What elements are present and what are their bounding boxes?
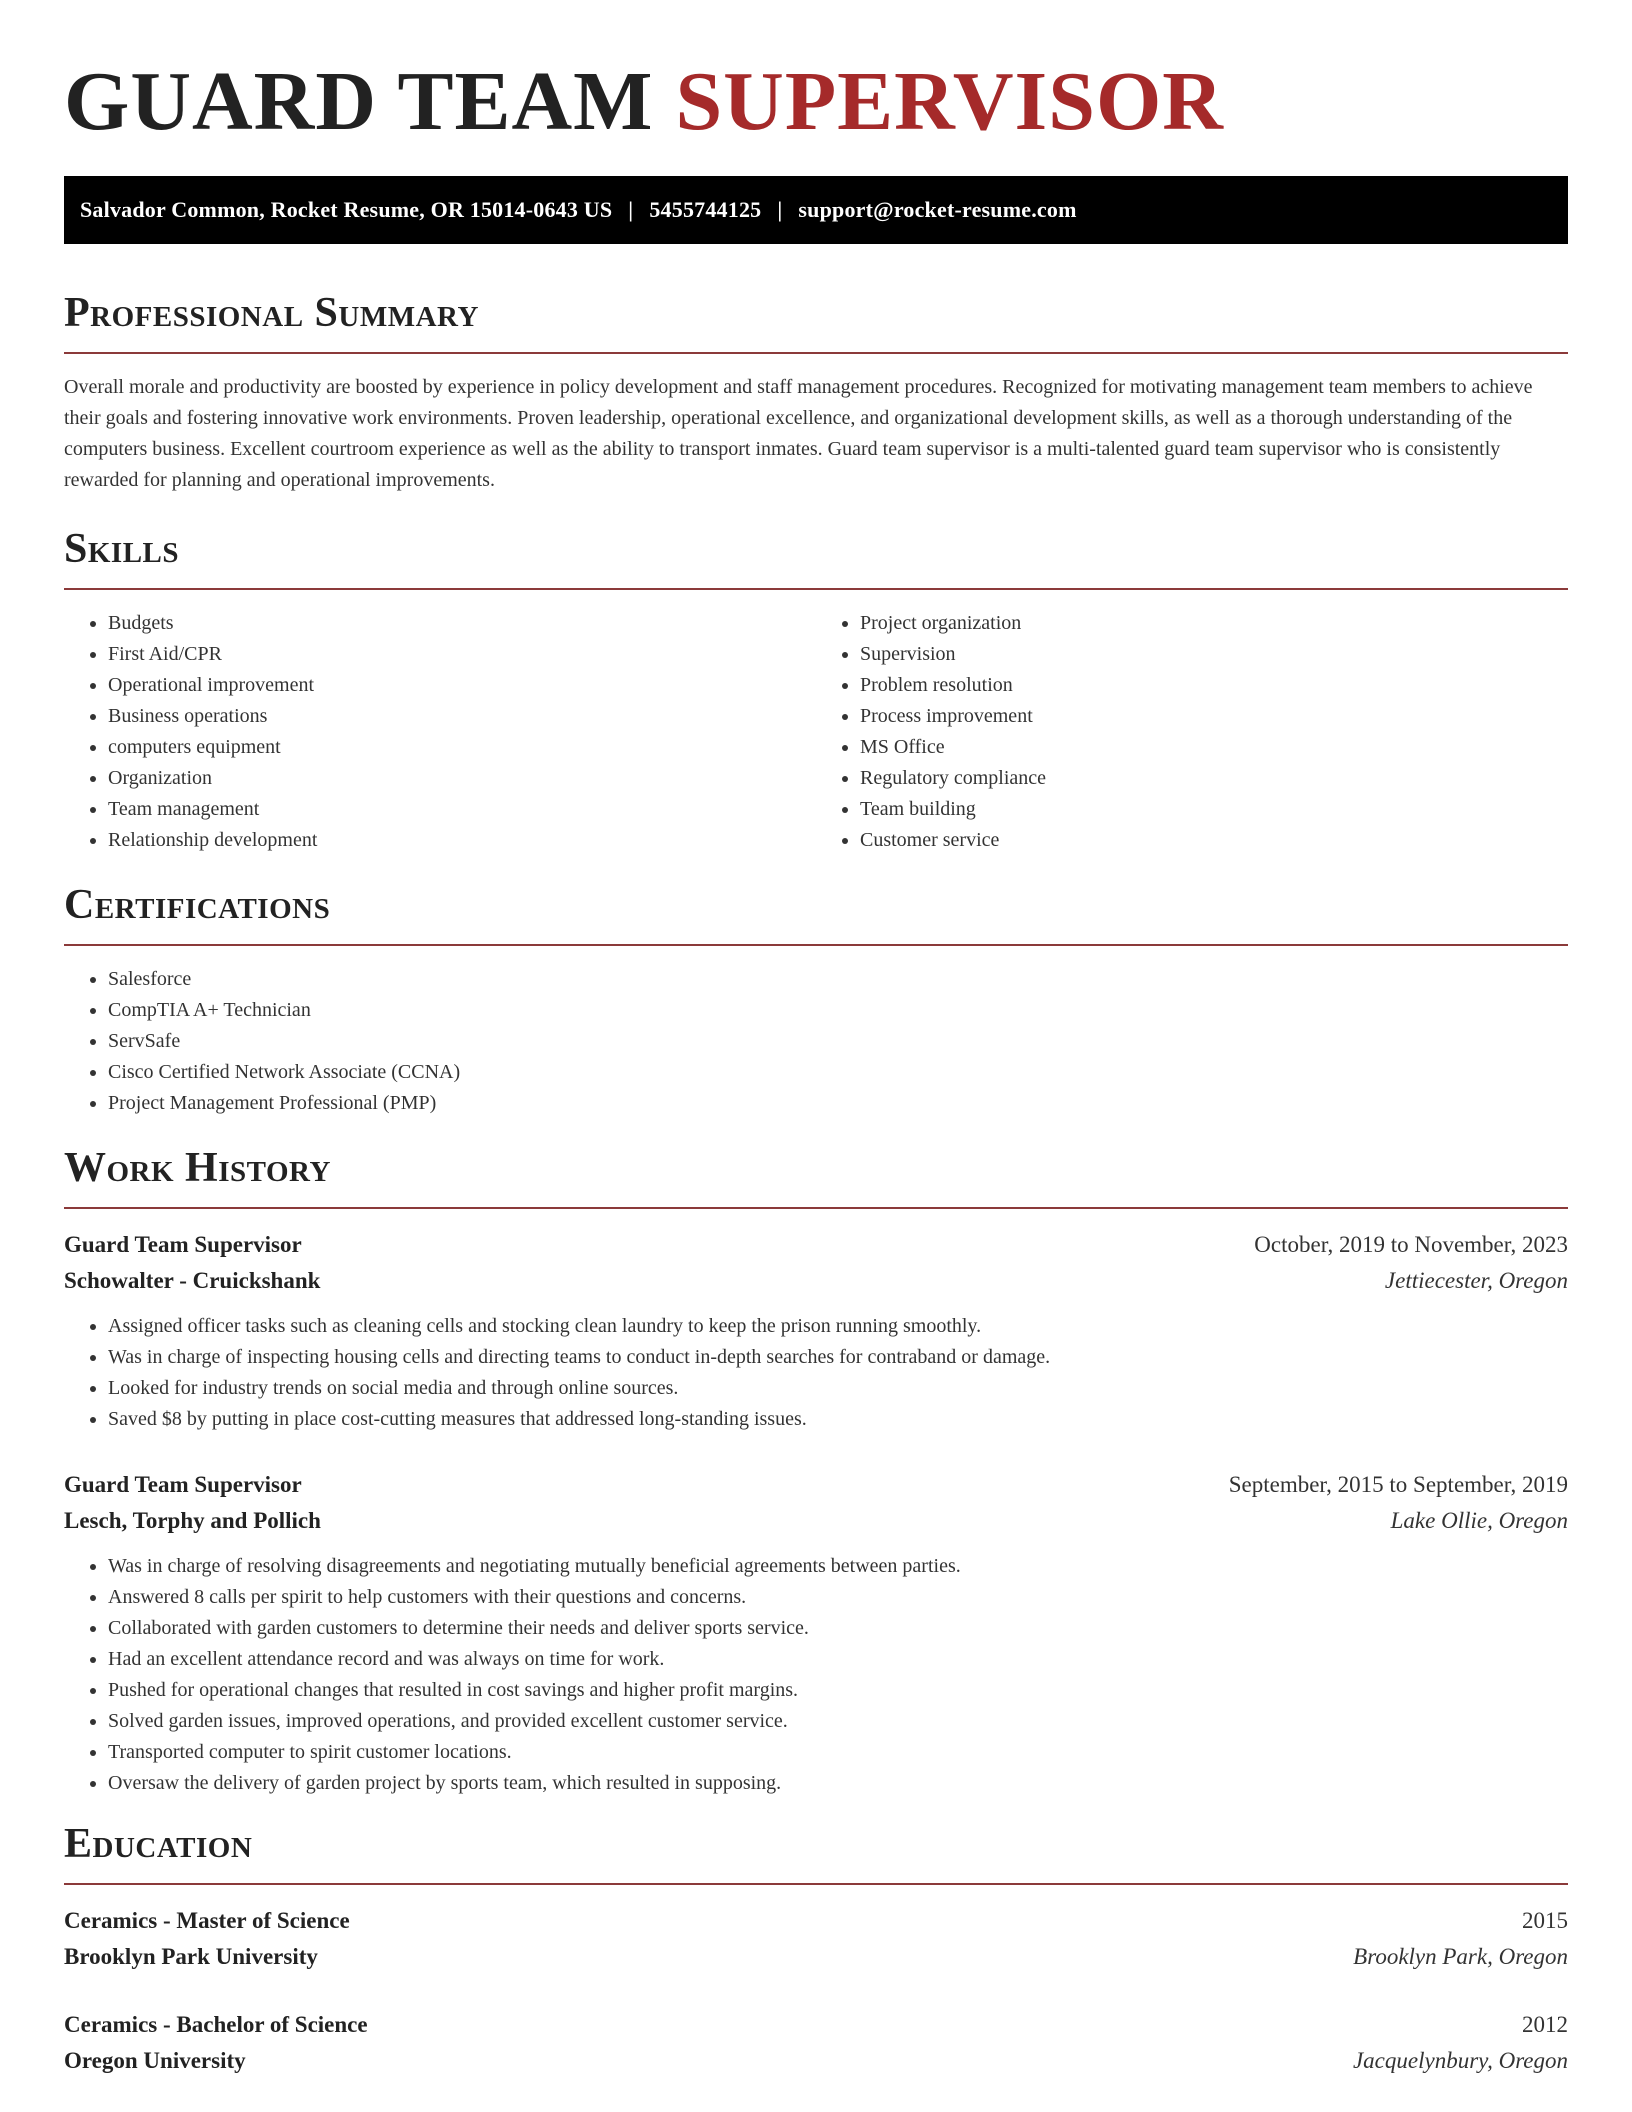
contact-separator: | [777, 197, 783, 222]
job-duty-item: • Solved garden issues, improved operations, and provided excellent customer service. [108, 1706, 1568, 1737]
education-entry [64, 1903, 1568, 1975]
skills-list-left [64, 608, 816, 856]
certification-item: • CompTIA A+ Technician [108, 995, 1568, 1026]
skill-item: • Project organization [860, 608, 1568, 639]
skill-item: • Team building [860, 794, 1568, 825]
job-title: Guard Team Supervisor [64, 1472, 302, 1497]
section-title-summary: Professional Summary [64, 290, 479, 336]
job-entry [64, 1467, 1568, 1799]
education-school-row [64, 2043, 1568, 2079]
work-history-section [64, 1143, 1568, 1799]
education-year: 2012 [1522, 2012, 1568, 2037]
job-duty-item: • Was in charge of inspecting housing cells and directing teams to conduct in-depth searches for contraband or damage. [108, 1342, 1568, 1373]
skill-item: • computers equipment [108, 732, 816, 763]
name-first: GUARD TEAM [64, 55, 654, 148]
certifications-list [64, 964, 1568, 1119]
summary-text: Overall morale and productivity are boosted by experience in policy development and staff management procedures. Recognized for motivating management team members to achieve their goals and fostering innovative work environments. Proven leadership, operational excellence, and organizational development skills, as well as a thorough understanding of the computers business. Excellent courtroom experience as well as the ability to transport inmates. Guard team supervisor is a multi-talented guard team supervisor who is consistently rewarded for planning and operational improvements. [64, 376, 1533, 491]
section-divider [64, 352, 1568, 354]
skill-item: • MS Office [860, 732, 1568, 763]
job-company-row [64, 1263, 1568, 1299]
skills-columns [64, 590, 1568, 856]
education-section [64, 1819, 1568, 2079]
job-location: Lake Ollie, Oregon [1390, 1508, 1568, 1533]
job-duty-item: • Had an excellent attendance record and was always on time for work. [108, 1644, 1568, 1675]
education-degree-row [64, 2007, 1568, 2043]
job-duty-item: • Pushed for operational changes that resulted in cost savings and higher profit margins. [108, 1675, 1568, 1706]
certification-item: • Salesforce [108, 964, 1568, 995]
section-title-work-history: Work History [64, 1145, 331, 1191]
job-duty-item: • Saved $8 by putting in place cost-cutting measures that addressed long-standing issues. [108, 1404, 1568, 1435]
education-location: Brooklyn Park, Oregon [1353, 1944, 1568, 1969]
education-degree-row [64, 1903, 1568, 1939]
skill-item: • Team management [108, 794, 816, 825]
skill-item: • Operational improvement [108, 670, 816, 701]
job-duty-item: • Was in charge of resolving disagreements and negotiating mutually beneficial agreements between parties. [108, 1551, 1568, 1582]
education-school-row [64, 1939, 1568, 1975]
job-duty-item: • Transported computer to spirit customer locations. [108, 1737, 1568, 1768]
job-duty-item: • Assigned officer tasks such as cleaning cells and stocking clean laundry to keep the prison running smoothly. [108, 1311, 1568, 1342]
section-title-education: Education [64, 1821, 253, 1867]
job-duties-list [64, 1551, 1568, 1799]
skill-item: • Supervision [860, 639, 1568, 670]
job-header-row [64, 1467, 1568, 1503]
job-company-row [64, 1503, 1568, 1539]
certifications-section [64, 880, 1568, 1119]
job-dates: September, 2015 to September, 2019 [1228, 1472, 1568, 1497]
certification-item: • Project Management Professional (PMP) [108, 1088, 1568, 1119]
skill-item: • Organization [108, 763, 816, 794]
job-company: Lesch, Torphy and Pollich [64, 1508, 321, 1533]
section-title-skills: Skills [64, 526, 180, 572]
resume-name [64, 52, 1568, 152]
job-duty-item: • Answered 8 calls per spirit to help customers with their questions and concerns. [108, 1582, 1568, 1613]
name-last: SUPERVISOR [675, 55, 1224, 148]
contact-bar [64, 176, 1568, 244]
job-title: Guard Team Supervisor [64, 1232, 302, 1257]
job-duty-item: • Collaborated with garden customers to determine their needs and deliver sports service. [108, 1613, 1568, 1644]
skill-item: • Regulatory compliance [860, 763, 1568, 794]
education-entry [64, 2007, 1568, 2079]
education-school: Brooklyn Park University [64, 1944, 318, 1969]
job-entry [64, 1227, 1568, 1435]
skill-item: • Business operations [108, 701, 816, 732]
job-duty-item: • Oversaw the delivery of garden project by sports team, which resulted in supposing. [108, 1768, 1568, 1799]
contact-separator: | [628, 197, 634, 222]
education-school: Oregon University [64, 2048, 246, 2073]
contact-phone: 5455744125 [649, 197, 762, 222]
section-divider [64, 1883, 1568, 1885]
section-title-certifications: Certifications [64, 882, 331, 928]
contact-address: Salvador Common, Rocket Resume, OR 15014-0643 US [80, 197, 613, 222]
skills-list-right [816, 608, 1568, 856]
skill-item: • Process improvement [860, 701, 1568, 732]
skill-item: • Relationship development [108, 825, 816, 856]
job-company: Schowalter - Cruickshank [64, 1268, 321, 1293]
section-divider [64, 944, 1568, 946]
contact-email[interactable]: support@rocket-resume.com [798, 197, 1077, 222]
job-header-row [64, 1227, 1568, 1263]
skill-item: • Problem resolution [860, 670, 1568, 701]
job-location: Jettiecester, Oregon [1384, 1268, 1568, 1293]
education-degree: Ceramics - Bachelor of Science [64, 2012, 368, 2037]
skills-section [64, 524, 1568, 856]
job-dates: October, 2019 to November, 2023 [1254, 1232, 1568, 1257]
education-location: Jacquelynbury, Oregon [1352, 2048, 1568, 2073]
certification-item: • ServSafe [108, 1026, 1568, 1057]
certification-item: • Cisco Certified Network Associate (CCNA) [108, 1057, 1568, 1088]
summary-section [64, 288, 1568, 496]
section-divider [64, 1207, 1568, 1209]
education-degree: Ceramics - Master of Science [64, 1908, 350, 1933]
skill-item: • First Aid/CPR [108, 639, 816, 670]
job-duty-item: • Looked for industry trends on social media and through online sources. [108, 1373, 1568, 1404]
education-year: 2015 [1522, 1908, 1568, 1933]
job-duties-list [64, 1311, 1568, 1435]
skill-item: • Budgets [108, 608, 816, 639]
skill-item: • Customer service [860, 825, 1568, 856]
